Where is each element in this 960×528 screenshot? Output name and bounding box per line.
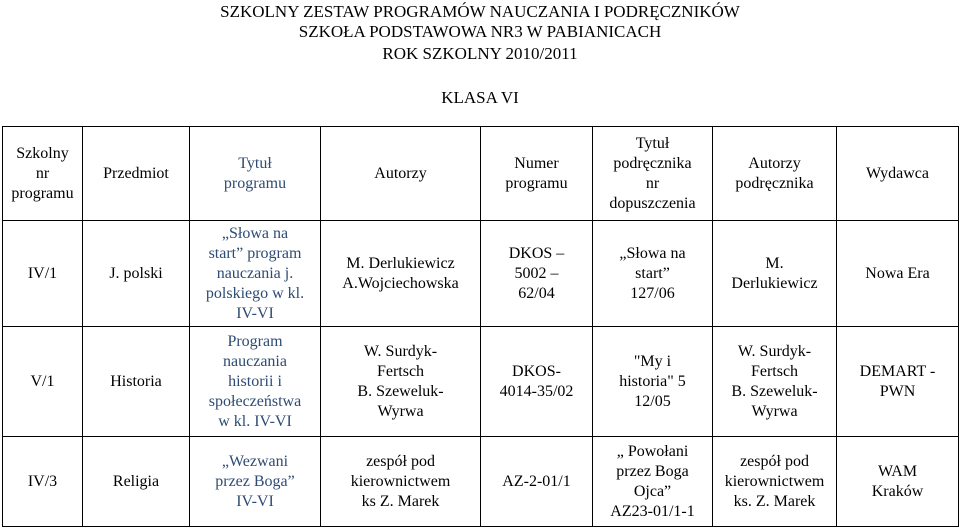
header-cell-program-title: Tytuł programu	[190, 127, 321, 221]
cell-subject: Religia	[83, 437, 190, 527]
table-row	[3, 327, 959, 437]
header-cell-subject: Przedmiot	[83, 127, 190, 221]
cell-program-number: DKOS- 4014-35/02	[481, 327, 593, 437]
cell-program-title: Program nauczania historii i społeczeństwa w kl. IV-VI	[190, 327, 321, 437]
cell-authors: zespół pod kierownictwem ks Z. Marek	[321, 437, 481, 527]
cell-publisher: Nowa Era	[837, 221, 959, 327]
cell-textbook: „ Powołani przez Boga Ojca” AZ23-01/1-1	[593, 437, 713, 527]
header-line-3: ROK SZKOLNY 2010/2011	[382, 44, 578, 63]
cell-program-title: „Wezwani przez Boga” IV-VI	[190, 437, 321, 527]
cell-program-number: AZ-2-01/1	[481, 437, 593, 527]
cell-publisher: DEMART - PWN	[837, 327, 959, 437]
header-cell-school-nr: Szkolny nr programu	[3, 127, 83, 221]
table-header-row	[3, 127, 959, 221]
cell-program-number: DKOS – 5002 – 62/04	[481, 221, 593, 327]
cell-school-nr: V/1	[3, 327, 83, 437]
header-line-1: SZKOLNY ZESTAW PROGRAMÓW NAUCZANIA I PODRĘCZNIKÓW	[220, 2, 740, 21]
cell-program-title: „Słowa na start” program nauczania j. polskiego w kl. IV-VI	[190, 221, 321, 327]
cell-textbook-authors: zespół pod kierownictwem ks. Z. Marek	[713, 437, 837, 527]
class-label: KLASA VI	[441, 88, 519, 107]
cell-publisher: WAM Kraków	[837, 437, 959, 527]
table-row	[3, 437, 959, 527]
cell-subject: Historia	[83, 327, 190, 437]
cell-subject: J. polski	[83, 221, 190, 327]
cell-textbook-authors: W. Surdyk- Fertsch B. Szeweluk- Wyrwa	[713, 327, 837, 437]
cell-authors: M. Derlukiewicz A.Wojciechowska	[321, 221, 481, 327]
header-cell-publisher: Wydawca	[837, 127, 959, 221]
header-line-2: SZKOŁA PODSTAWOWA NR3 W PABIANICACH	[298, 22, 662, 41]
header-cell-authors: Autorzy	[321, 127, 481, 221]
program-table	[2, 126, 959, 527]
table-row	[3, 221, 959, 327]
cell-textbook-authors: M. Derlukiewicz	[713, 221, 837, 327]
cell-school-nr: IV/3	[3, 437, 83, 527]
header-cell-program-number: Numer programu	[481, 127, 593, 221]
header-cell-textbook: Tytuł podręcznika nr dopuszczenia	[593, 127, 713, 221]
cell-textbook: „Słowa na start” 127/06	[593, 221, 713, 327]
cell-school-nr: IV/1	[3, 221, 83, 327]
cell-authors: W. Surdyk- Fertsch B. Szeweluk- Wyrwa	[321, 327, 481, 437]
header-cell-textbook-authors: Autorzy podręcznika	[713, 127, 837, 221]
cell-textbook: "My i historia" 5 12/05	[593, 327, 713, 437]
